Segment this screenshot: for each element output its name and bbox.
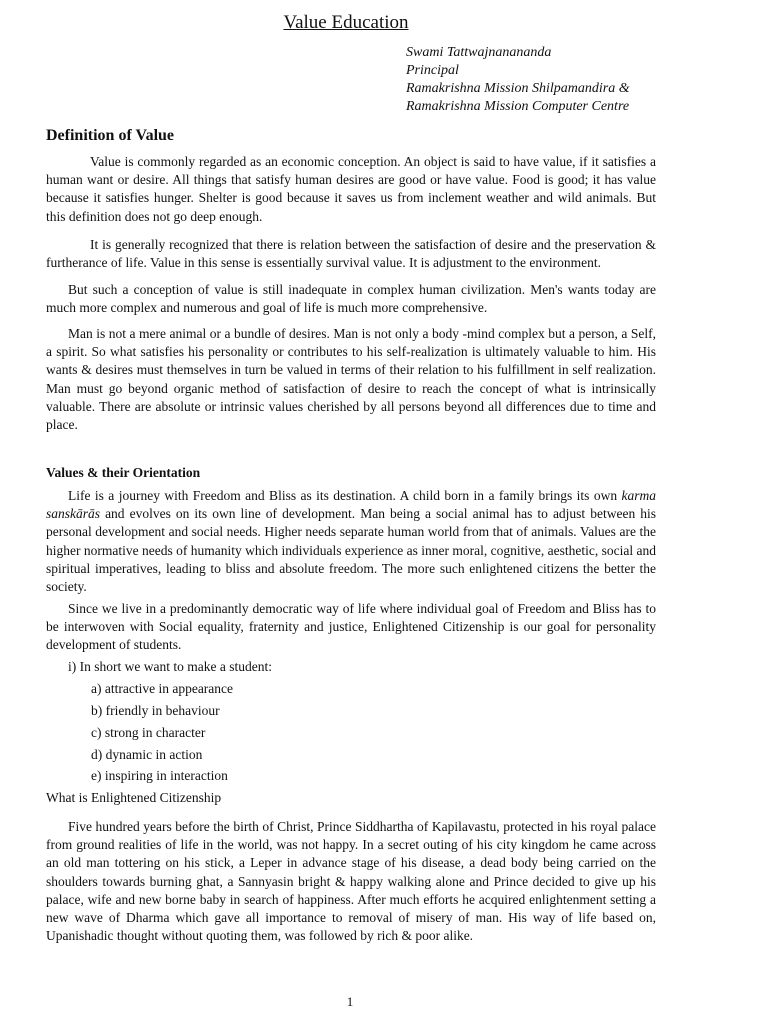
subheading-enlightened-citizenship: What is Enlightened Citizenship	[46, 790, 222, 805]
list-item: c) strong in character	[91, 725, 206, 740]
paragraph-orientation-2: Since we live in a predominantly democratic way of life where individual goal of Freedom and Bliss has to be interwoven with Social equality, fraternity and justice, Enlightened Citizenship is our goal for personality development of students.	[46, 601, 656, 653]
author-block	[406, 44, 630, 116]
author-name: Swami Tattwajnanananda	[406, 45, 552, 60]
paragraph-orientation-1-b: and evolves on its own line of development. Man being a social animal has to adjust between his personal development and social needs. Higher needs separate human world from that of animals. Values are the higher normative needs of humanity which individuals experience as inner moral, cognitive, aesthetic, social and spiritual imperatives, leading to bliss and absolute freedom. The more such enlightened citizens the better the society.	[46, 506, 656, 595]
paragraph-definition-4: Man is not a mere animal or a bundle of desires. Man is not only a body -mind complex but a person, a Self, a spirit. So what satisfies his personality or contributes to his self-realization is ultimately valuable to him. His wants & desires must themselves in turn be valued in terms of their relation to his fulfillment in self realization. Man must go beyond organic method of satisfaction of desire to reach the concept of what is intrinsically valuable. There are absolute or intrinsic values cherished by all persons beyond all differences due to time and place.	[46, 326, 656, 433]
paragraph-definition-1: Value is commonly regarded as an economic conception. An object is said to have value, if it satisfies a human want or desire. All things that satisfy human desires are good or have value. Food is good; it has value because it satisfies hunger. Shelter is good because it saves us from inclement weather and wild animals. But this definition does not go deep enough.	[46, 154, 656, 224]
author-org-2: Ramakrishna Mission Computer Centre	[406, 99, 630, 114]
list-item: e) inspiring in interaction	[91, 768, 228, 783]
author-role: Principal	[406, 63, 459, 78]
document-title: Value Education	[283, 12, 409, 33]
list-item: d) dynamic in action	[91, 747, 203, 762]
list-intro: i) In short we want to make a student:	[68, 659, 272, 674]
author-org-1: Ramakrishna Mission Shilpamandira &	[406, 81, 630, 96]
section-heading-definition: Definition of Value	[46, 127, 175, 144]
paragraph-definition-2: It is generally recognized that there is relation between the satisfaction of desire and the preservation & furtherance of life. Value in this sense is essentially survival value. It is adjustment to the environment.	[46, 237, 656, 271]
karma-sanskaras-term: karma sanskārās	[46, 488, 656, 522]
list-item: a) attractive in appearance	[91, 681, 234, 696]
paragraph-siddhartha: Five hundred years before the birth of Christ, Prince Siddhartha of Kapilavastu, protected in his royal palace from ground realities of life in the world, was not happy. In a secret outing of his city kingdom he came across an old man tottering on his stick, a Leper in advance stage of his disease, a dead body being carried on the shoulders towards burning ghat, a Sannyasin bright & happy walking alone and Prince decided to give up his palace, wife and new borne baby in search of happiness. After much efforts he acquired enlightenment setting a new wave of Dharma which gave all importance to removal of misery of man. His way of life based on, Upanishadic thought without quoting them, was followed by rich & poor alike.	[46, 819, 656, 944]
paragraph-orientation-1	[46, 487, 656, 596]
list-item: b) friendly in behaviour	[91, 703, 220, 718]
section-heading-orientation: Values & their Orientation	[46, 465, 201, 480]
paragraph-orientation-1-a: Life is a journey with Freedom and Bliss as its destination. A child born in a family brings its own	[68, 488, 618, 503]
paragraph-definition-3: But such a conception of value is still inadequate in complex human civilization. Men's wants today are much more complex and numerous and goal of life is much more comprehensive.	[46, 282, 656, 316]
page-number: 1	[346, 994, 354, 1009]
